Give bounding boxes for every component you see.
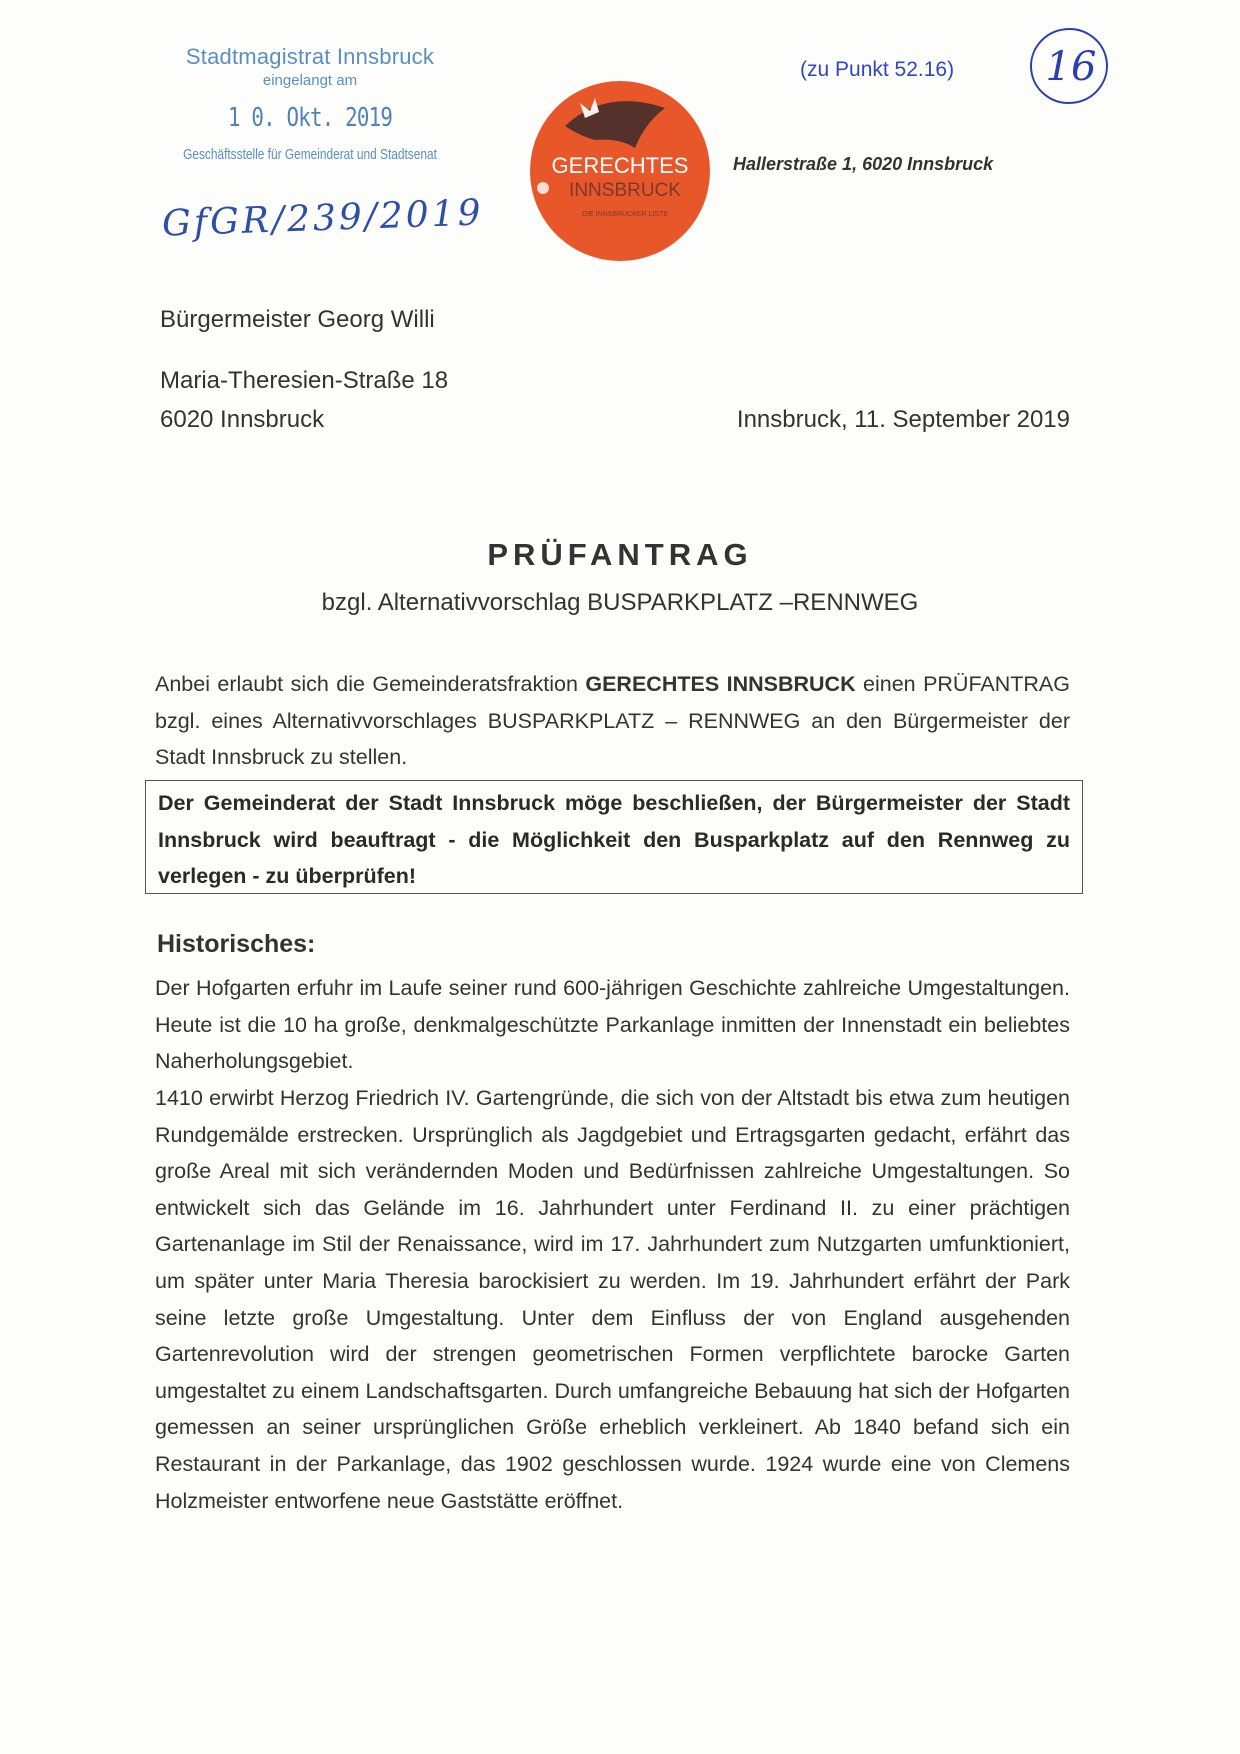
stamp-handwritten-ref: GfGR/239/2019 xyxy=(161,192,485,245)
history-heading: Historisches: xyxy=(157,930,316,958)
logo-emblem-icon xyxy=(537,182,549,194)
sender-address: Hallerstraße 1, 6020 Innsbruck xyxy=(733,154,994,174)
party-logo xyxy=(525,78,715,263)
agenda-reference: (zu Punkt 52.16) xyxy=(800,58,955,81)
recipient-name: Bürgermeister Georg Willi xyxy=(160,306,435,333)
letter-date: Innsbruck, 11. September 2019 xyxy=(736,406,1070,433)
document-title: PRÜFANTRAG xyxy=(487,537,753,572)
logo-tagline: DIE INNSBRUCKER LISTE xyxy=(582,211,668,218)
intro-paragraph xyxy=(155,666,1070,776)
document-subtitle: bzgl. Alternativvorschlag BUSPARKPLATZ –RENNWEG xyxy=(321,589,919,616)
circle-number: 16 xyxy=(1045,44,1097,90)
logo-line2: INNSBRUCK xyxy=(569,180,681,201)
intro-faction: GERECHTES INNSBRUCK xyxy=(585,672,856,696)
stamp-date: 1 0. Okt. 2019 xyxy=(227,103,393,133)
recipient-street: Maria-Theresien-Straße 18 xyxy=(160,367,449,394)
stamp-subtitle: eingelangt am xyxy=(262,72,358,89)
motion-text: Der Gemeinderat der Stadt Innsbruck möge beschließen, der Bürgermeister der Stadt Innsbruck wird beauftragt - die Möglichkeit den Busparkplatz auf den Rennweg zu verlegen - zu überprüfen! xyxy=(158,791,1070,889)
recipient-city: 6020 Innsbruck xyxy=(160,406,325,433)
intro-part1: Anbei erlaubt sich die Gemeinderatsfraktion xyxy=(155,672,586,696)
handwritten-number-circle xyxy=(1027,24,1113,108)
logo-line1: GERECHTES xyxy=(551,153,689,178)
stamp-title: Stadtmagistrat Innsbruck xyxy=(185,44,435,69)
received-stamp xyxy=(150,44,485,245)
stamp-office: Geschäftsstelle für Gemeinderat und Stadtsenat xyxy=(183,147,437,163)
motion-box xyxy=(145,780,1083,894)
history-paragraph-2: 1410 erwirbt Herzog Friedrich IV. Gartengründe, die sich von der Altstadt bis etwa zum heutigen Rundgemälde erstrecken. Ursprünglich als Jagdgebiet und Ertragsgarten gedacht, erfährt das große Areal mit sich verändernden Moden und Bedürfnissen zahlreiche Umgestaltungen. So entwickelt sich das Gelände im 16. Jahrhundert unter Ferdinand II. zu einer prächtigen Gartenanlage im Stil der Renaissance, wird im 17. Jahrhundert zum Nutzgarten umfunktioniert, um später unter Maria Theresia barockisiert zu werden. Im 19. Jahrhundert erfährt der Park seine letzte große Umgestaltung. Unter dem Einfluss der von England ausgehenden Gartenrevolution wird der strengen geometrischen Formen verpflichtete barocke Garten umgestaltet zu einem Landschaftsgarten. Durch umfangreiche Bebauung hat sich der Hofgarten gemessen an seiner ursprünglichen Größe erheblich verkleinert. Ab 1840 befand sich ein Restaurant in der Parkanlage, das 1902 geschlossen wurde. 1924 wurde eine von Clemens Holzmeister entworfene neue Gaststätte eröffnet. xyxy=(155,1086,1070,1513)
history-paragraph-1: Der Hofgarten erfuhr im Laufe seiner rund 600-jährigen Geschichte zahlreiche Umgestaltungen. Heute ist die 10 ha große, denkmalgeschützte Parkanlage inmitten der Innenstadt ein beliebtes Naherholungsgebiet. xyxy=(155,976,1070,1074)
intro-part2: einen PRÜFANTRAG bzgl. eines Alternativvorschlages BUSPARKPLATZ – RENNWEG an den Bürgermeister der Stadt Innsbruck zu stellen. xyxy=(155,672,1070,770)
